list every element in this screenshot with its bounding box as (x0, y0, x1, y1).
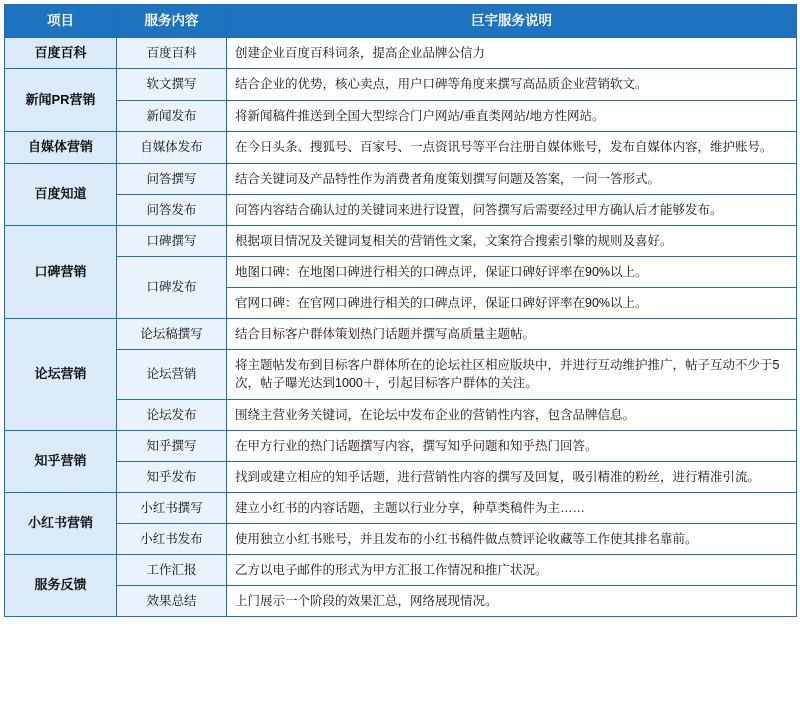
service-description-cell: 结合目标客户群体策划热门话题并撰写高质量主题帖。 (227, 319, 797, 350)
service-item-cell: 论坛发布 (117, 399, 227, 430)
service-description-cell: 结合关键词及产品特性作为消费者角度策划撰写问题及答案，一问一答形式。 (227, 163, 797, 194)
service-description-cell: 围绕主营业务关键词，在论坛中发布企业的营销性内容，包含品牌信息。 (227, 399, 797, 430)
table-row (5, 100, 797, 131)
table-row (5, 319, 797, 350)
service-description-cell: 在今日头条、搜狐号、百家号、一点资讯号等平台注册自媒体账号，发布自媒体内容，维护账号。 (227, 131, 797, 163)
service-description-cell: 结合企业的优势，核心卖点，用户口碑等角度来撰写高品质企业营销软文。 (227, 69, 797, 100)
service-description-cell: 将新闻稿件推送到全国大型综合门户网站/垂直类网站/地方性网站。 (227, 100, 797, 131)
service-item-cell: 效果总结 (117, 586, 227, 617)
table-row (5, 69, 797, 100)
column-header-service-content: 服务内容 (117, 5, 227, 38)
service-description-cell: 使用独立小红书账号，并且发布的小红书稿件做点赞评论收藏等工作使其排名靠前。 (227, 524, 797, 555)
table-row (5, 586, 797, 617)
service-item-cell: 小红书发布 (117, 524, 227, 555)
table-row (5, 430, 797, 461)
table-row (5, 461, 797, 492)
column-header-project: 项目 (5, 5, 117, 38)
service-description-cell: 建立小红书的内容话题，主题以行业分享，种草类稿件为主…… (227, 492, 797, 523)
service-item-cell: 软文撰写 (117, 69, 227, 100)
table-header (5, 5, 797, 38)
category-cell: 知乎营销 (5, 430, 117, 492)
table-body (5, 37, 797, 617)
category-cell: 新闻PR营销 (5, 69, 117, 131)
service-description-cell: 地图口碑：在地图口碑进行相关的口碑点评，保证口碑好评率在90%以上。 (227, 256, 797, 287)
category-cell: 论坛营销 (5, 319, 117, 431)
category-cell: 百度百科 (5, 37, 117, 69)
table-row (5, 399, 797, 430)
column-header-service-description: 巨宇服务说明 (227, 5, 797, 38)
service-item-cell: 论坛营销 (117, 350, 227, 399)
table-row (5, 37, 797, 69)
category-cell: 百度知道 (5, 163, 117, 225)
table-row (5, 256, 797, 287)
service-item-cell: 口碑撰写 (117, 225, 227, 256)
service-description-cell: 在甲方行业的热门话题撰写内容，撰写知乎问题和知乎热门回答。 (227, 430, 797, 461)
service-item-cell: 口碑发布 (117, 256, 227, 318)
category-cell: 自媒体营销 (5, 131, 117, 163)
service-table (4, 4, 797, 617)
service-item-cell: 小红书撰写 (117, 492, 227, 523)
table-row (5, 131, 797, 163)
service-description-cell: 根据项目情况及关键词复相关的营销性文案，文案符合搜索引擎的规则及喜好。 (227, 225, 797, 256)
service-item-cell: 问答撰写 (117, 163, 227, 194)
service-item-cell: 新闻发布 (117, 100, 227, 131)
service-description-cell: 找到或建立相应的知乎话题，进行营销性内容的撰写及回复，吸引精准的粉丝，进行精准引流。 (227, 461, 797, 492)
service-description-cell: 将主题帖发布到目标客户群体所在的论坛社区相应版块中，并进行互动维护推广，帖子互动不少于5次，帖子曝光达到1000＋，引起目标客户群体的关注。 (227, 350, 797, 399)
table-row (5, 350, 797, 399)
service-item-cell: 工作汇报 (117, 555, 227, 586)
service-item-cell: 知乎发布 (117, 461, 227, 492)
service-description-cell: 创建企业百度百科词条，提高企业品牌公信力 (227, 37, 797, 69)
category-cell: 口碑营销 (5, 225, 117, 318)
service-description-cell: 问答内容结合确认过的关键词来进行设置，问答撰写后需要经过甲方确认后才能够发布。 (227, 194, 797, 225)
service-item-cell: 问答发布 (117, 194, 227, 225)
table-row (5, 194, 797, 225)
service-description-cell: 官网口碑：在官网口碑进行相关的口碑点评，保证口碑好评率在90%以上。 (227, 288, 797, 319)
table-row (5, 163, 797, 194)
category-cell: 服务反馈 (5, 555, 117, 617)
table-header-row (5, 5, 797, 38)
service-item-cell: 论坛稿撰写 (117, 319, 227, 350)
service-description-cell: 上门展示一个阶段的效果汇总，网络展现情况。 (227, 586, 797, 617)
table-row (5, 492, 797, 523)
service-item-cell: 知乎撰写 (117, 430, 227, 461)
service-item-cell: 百度百科 (117, 37, 227, 69)
table-row (5, 555, 797, 586)
service-item-cell: 自媒体发布 (117, 131, 227, 163)
service-description-cell: 乙方以电子邮件的形式为甲方汇报工作情况和推广状况。 (227, 555, 797, 586)
table-row (5, 524, 797, 555)
category-cell: 小红书营销 (5, 492, 117, 554)
table-row (5, 225, 797, 256)
